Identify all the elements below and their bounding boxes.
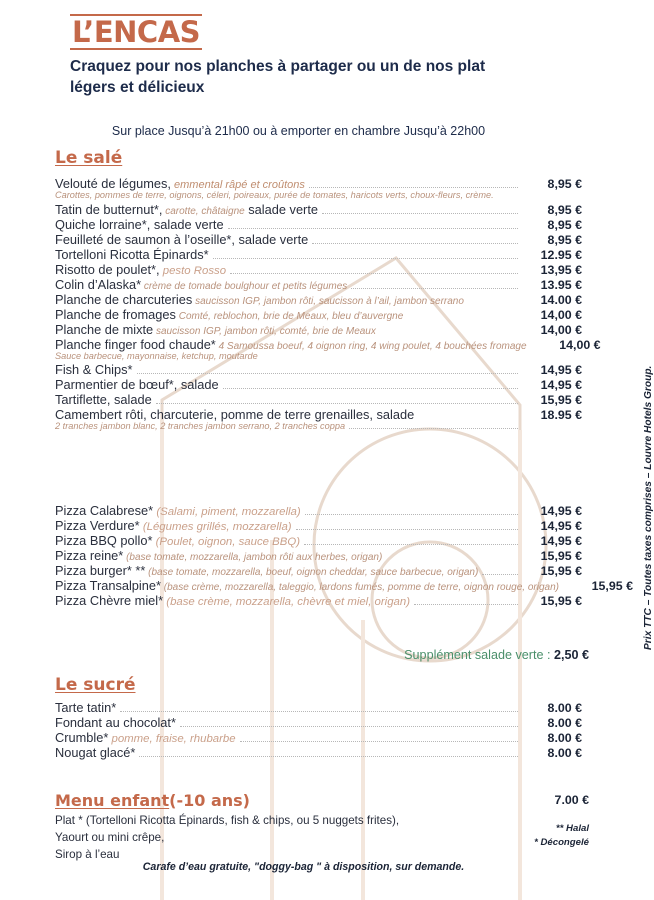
- menu-item-description: (base tomate, mozzarella, jambon rôti aux herbes, origan): [123, 552, 383, 563]
- side-legal-text: Prix TTC – Toutes taxes comprises – Louvre Hotels Group.: [643, 365, 654, 650]
- menu-item-price: 15,95 €: [540, 564, 582, 578]
- menu-item-row: [55, 176, 582, 191]
- dot-leader: [414, 598, 518, 605]
- menu-item-name: Pizza Calabrese* (Salami, piment, mozzarella): [55, 503, 301, 518]
- menu-item-row: [55, 307, 582, 322]
- enfant-description: [55, 813, 399, 863]
- dot-leader: [312, 237, 518, 244]
- footer-note: Carafe d’eau gratuite, "doggy-bag " à disposition, sur demande.: [142, 861, 465, 873]
- section-heading-enfant-age: (-10 ans): [169, 791, 250, 810]
- menu-item-name: Risotto de poulet*, pesto Rosso: [55, 261, 227, 277]
- menu-item-price: 14.00 €: [540, 292, 582, 307]
- allergen-notes: [534, 822, 589, 850]
- menu-item-row: [55, 377, 582, 392]
- menu-item-subdescription: 2 tranches jambon blanc, 2 tranches jambon serrano, 2 tranches coppa: [55, 421, 582, 433]
- menu-item-row: [55, 217, 582, 232]
- dot-leader: [309, 181, 518, 188]
- menu-item-price: 15,95 €: [540, 549, 582, 563]
- menu-list-sale: [55, 176, 601, 433]
- menu-list-pizzas: [55, 503, 633, 608]
- menu-item-row: [55, 336, 601, 352]
- service-hours: Sur place Jusqu’à 21h00 ou à emporter en chambre Jusqu’à 22h00: [111, 124, 486, 138]
- dot-leader: [531, 343, 537, 349]
- menu-item-price: 8.00 €: [547, 746, 582, 760]
- menu-item-name: Velouté de légumes, emmental râpé et croûtons: [55, 176, 305, 191]
- menu-item-row: [55, 362, 582, 377]
- enfant-line: Sirop à l’eau: [55, 847, 120, 861]
- menu-item-price: 15,95 €: [540, 594, 582, 608]
- dot-leader: [322, 207, 518, 214]
- menu-item-price: 18.95 €: [540, 408, 582, 422]
- menu-item-price: 13.95 €: [540, 277, 582, 292]
- dot-leader: [230, 267, 518, 274]
- menu-item-name: Pizza reine* (base tomate, mozzarella, jambon rôti aux herbes, origan): [55, 548, 383, 563]
- menu-item-description: pomme, fraise, rhubarbe: [108, 733, 236, 745]
- menu-item-name: Pizza burger* ** (base tomate, mozzarella, boeuf, oignon cheddar, sauce barbecue, origan): [55, 563, 479, 578]
- dot-leader: [137, 367, 518, 374]
- menu-item-name: Pizza BBQ pollo* (Poulet, oignon, sauce BBQ): [55, 533, 300, 548]
- menu-item-price: 8.00 €: [547, 716, 582, 730]
- menu-item-price: 12.95 €: [540, 247, 582, 262]
- menu-item-price: 14,00 €: [540, 322, 582, 337]
- dot-leader: [468, 298, 518, 304]
- menu-item-row: [55, 533, 582, 548]
- menu-item-name: Colin d’Alaska* crème de tomade boulghour et petits légumes: [55, 276, 348, 292]
- menu-item-name: Tortelloni Ricotta Épinards*: [55, 246, 209, 262]
- menu-item-description: saucisson IGP, jambon rôti, comté, brie de Meaux: [153, 325, 376, 337]
- masthead: [70, 14, 530, 99]
- salad-supplement: [404, 648, 589, 662]
- dot-leader: [139, 750, 518, 757]
- menu-item-name: Tarte tatin*: [55, 700, 117, 715]
- enfant-line: Plat * (Tortelloni Ricotta Épinards, fish & chips, ou 5 nuggets frites),: [55, 814, 400, 827]
- menu-item-row: [55, 745, 582, 760]
- dot-leader: [120, 705, 518, 712]
- menu-item-price: 14,95 €: [540, 378, 582, 392]
- enfant-line: Yaourt ou mini crêpe,: [55, 830, 165, 844]
- menu-item-name: Tartiflette, salade: [55, 392, 152, 407]
- menu-item-name: Pizza Verdure* (Légumes grillés, mozzarella): [55, 518, 292, 533]
- menu-item-name: Pizza Transalpine* (base crème, mozzarella, taleggio, lardons fumés, pomme de terre, oignon rouge, origan): [55, 578, 559, 593]
- menu-item-row: [55, 247, 582, 262]
- menu-item-row: [55, 202, 582, 217]
- menu-item-name: Planche de charcuteries saucisson IGP, jambon rôti, saucisson à l’ail, jambon serrano: [55, 291, 464, 307]
- menu-item-description: emmental râpé et croûtons: [170, 179, 305, 191]
- salad-supplement-label: Supplément salade verte :: [404, 648, 554, 662]
- menu-item-price: 13,95 €: [540, 262, 582, 277]
- dot-leader: [296, 523, 518, 530]
- menu-item-description: (base crème, mozzarella, chèvre et miel, origan): [163, 596, 410, 608]
- menu-item-row: [55, 262, 582, 277]
- menu-item-description: 4 Samoussa boeuf, 4 oignon ring, 4 wing poulet, 4 bouchées fromage: [215, 340, 527, 352]
- menu-item-row: [55, 503, 582, 518]
- menu-item-price: 8,95 €: [547, 177, 582, 191]
- menu-item-name: Planche de mixte saucisson IGP, jambon rôti, comté, brie de Meaux: [55, 321, 376, 337]
- menu-item-row: [55, 232, 582, 247]
- menu-list-sucre: [55, 700, 582, 760]
- dot-leader: [304, 538, 518, 545]
- dot-leader: [563, 584, 569, 590]
- section-heading-sucre: Le sucré: [55, 675, 136, 695]
- menu-item-row: [55, 392, 582, 407]
- menu-item-description: Comté, reblochon, brie de Meaux, bleu d’auvergne: [175, 310, 404, 322]
- menu-item-description: crème de tomade boulghour et petits légumes: [141, 280, 348, 292]
- menu-item-price: 14,95 €: [540, 534, 582, 548]
- dot-leader: [223, 382, 518, 389]
- menu-item-price: 15,95 €: [591, 579, 633, 593]
- dot-leader: [156, 397, 518, 404]
- menu-item-price: 14,95 €: [540, 519, 582, 533]
- note-decongele: * Décongelé: [534, 836, 589, 848]
- menu-item-price: 14,95 €: [540, 363, 582, 377]
- menu-item-name: Feuilleté de saumon à l’oseille*, salade verte: [55, 231, 309, 247]
- dot-leader: [349, 423, 518, 429]
- menu-item-name: Crumble* pomme, fraise, rhubarbe: [55, 730, 236, 745]
- section-heading-enfant-main: Menu enfant: [55, 791, 170, 810]
- menu-item-row: [55, 593, 582, 608]
- menu-item-price: 14,00 €: [559, 337, 601, 352]
- dot-leader: [213, 252, 518, 259]
- enfant-price: 7.00 €: [554, 793, 589, 807]
- dot-leader: [305, 508, 518, 515]
- menu-item-row: [55, 715, 582, 730]
- dot-leader: [351, 282, 518, 289]
- section-heading-sale: Le salé: [55, 148, 123, 168]
- dot-leader: [418, 413, 518, 419]
- menu-item-name: Camembert rôti, charcuterie, pomme de terre grenailles, salade: [55, 407, 415, 422]
- menu-item-description: carotte, châtaigne: [162, 205, 245, 217]
- dot-leader: [180, 720, 518, 727]
- menu-item-name: Tatin de butternut*, carotte, châtaigne salade verte: [55, 201, 318, 217]
- dot-leader: [380, 328, 518, 334]
- page-title: L’ENCAS: [72, 15, 201, 49]
- menu-item-row: [55, 277, 582, 292]
- menu-item-name: Planche finger food chaude* 4 Samoussa boeuf, 4 oignon ring, 4 wing poulet, 4 bouchées fromage: [55, 336, 527, 352]
- menu-item-description: (Salami, piment, mozzarella): [153, 506, 301, 518]
- menu-item-row: [55, 730, 582, 745]
- note-halal: ** Halal: [555, 823, 589, 834]
- menu-item-name: Fondant au chocolat*: [55, 715, 176, 730]
- menu-item-row: [55, 322, 582, 337]
- menu-item-subdescription: Carottes, pommes de terre, oignons, céleri, poireaux, purée de tomates, haricots verts, choux-fleurs, crème.: [55, 190, 494, 200]
- menu-item-price: 14,95 €: [540, 504, 582, 518]
- menu-item-row: [55, 407, 582, 422]
- dot-leader: [482, 568, 518, 575]
- menu-item-description: pesto Rosso: [159, 264, 227, 277]
- menu-item-price: 8,95 €: [547, 202, 582, 217]
- menu-item-row: [55, 700, 582, 715]
- menu-item-row: [55, 518, 582, 533]
- tagline: Craquez pour nos planches à partager ou un de nos plat légers et délicieux: [70, 58, 486, 97]
- menu-item-description: (Poulet, oignon, sauce BBQ): [152, 536, 300, 548]
- menu-item-name: Quiche lorraine*, salade verte: [55, 216, 224, 232]
- menu-item-row: [55, 548, 582, 563]
- menu-item-name: Nougat glacé*: [55, 745, 136, 760]
- menu-item-description: (base crème, mozzarella, taleggio, lardons fumés, pomme de terre, oignon rouge, origan): [161, 582, 559, 593]
- dot-leader: [386, 554, 518, 560]
- dot-leader: [228, 222, 518, 229]
- menu-item-price: 8.00 €: [547, 731, 582, 745]
- section-heading-enfant: [55, 791, 250, 810]
- menu-item-price: 8,95 €: [547, 232, 582, 247]
- menu-item-row: [55, 563, 582, 578]
- menu-item-name: Planche de fromages Comté, reblochon, brie de Meaux, bleu d’auvergne: [55, 306, 404, 322]
- menu-item-price: 8.00 €: [547, 701, 582, 715]
- menu-item-name: Pizza Chèvre miel* (base crème, mozzarella, chèvre et miel, origan): [55, 593, 410, 608]
- menu-item-name: Fish & Chips*: [55, 362, 133, 377]
- menu-item-description: (base tomate, mozzarella, boeuf, oignon cheddar, sauce barbecue, origan): [145, 567, 479, 578]
- menu-item-price: 15,95 €: [540, 393, 582, 407]
- menu-item-description: (Légumes grillés, mozzarella): [139, 521, 292, 533]
- menu-item-row: [55, 578, 633, 593]
- menu-item-name: Parmentier de bœuf*, salade: [55, 377, 219, 392]
- menu-item-row: [55, 292, 582, 307]
- menu-item-price: 8,95 €: [547, 217, 582, 232]
- menu-item-subdescription: Sauce barbecue, mayonnaise, ketchup, moutarde: [55, 350, 258, 361]
- dot-leader: [240, 735, 518, 742]
- dot-leader: [407, 313, 518, 319]
- menu-item-price: 14,00 €: [540, 307, 582, 322]
- menu-item-description: saucisson IGP, jambon rôti, saucisson à l’ail, jambon serrano: [192, 295, 464, 307]
- salad-supplement-price: 2,50 €: [553, 648, 589, 662]
